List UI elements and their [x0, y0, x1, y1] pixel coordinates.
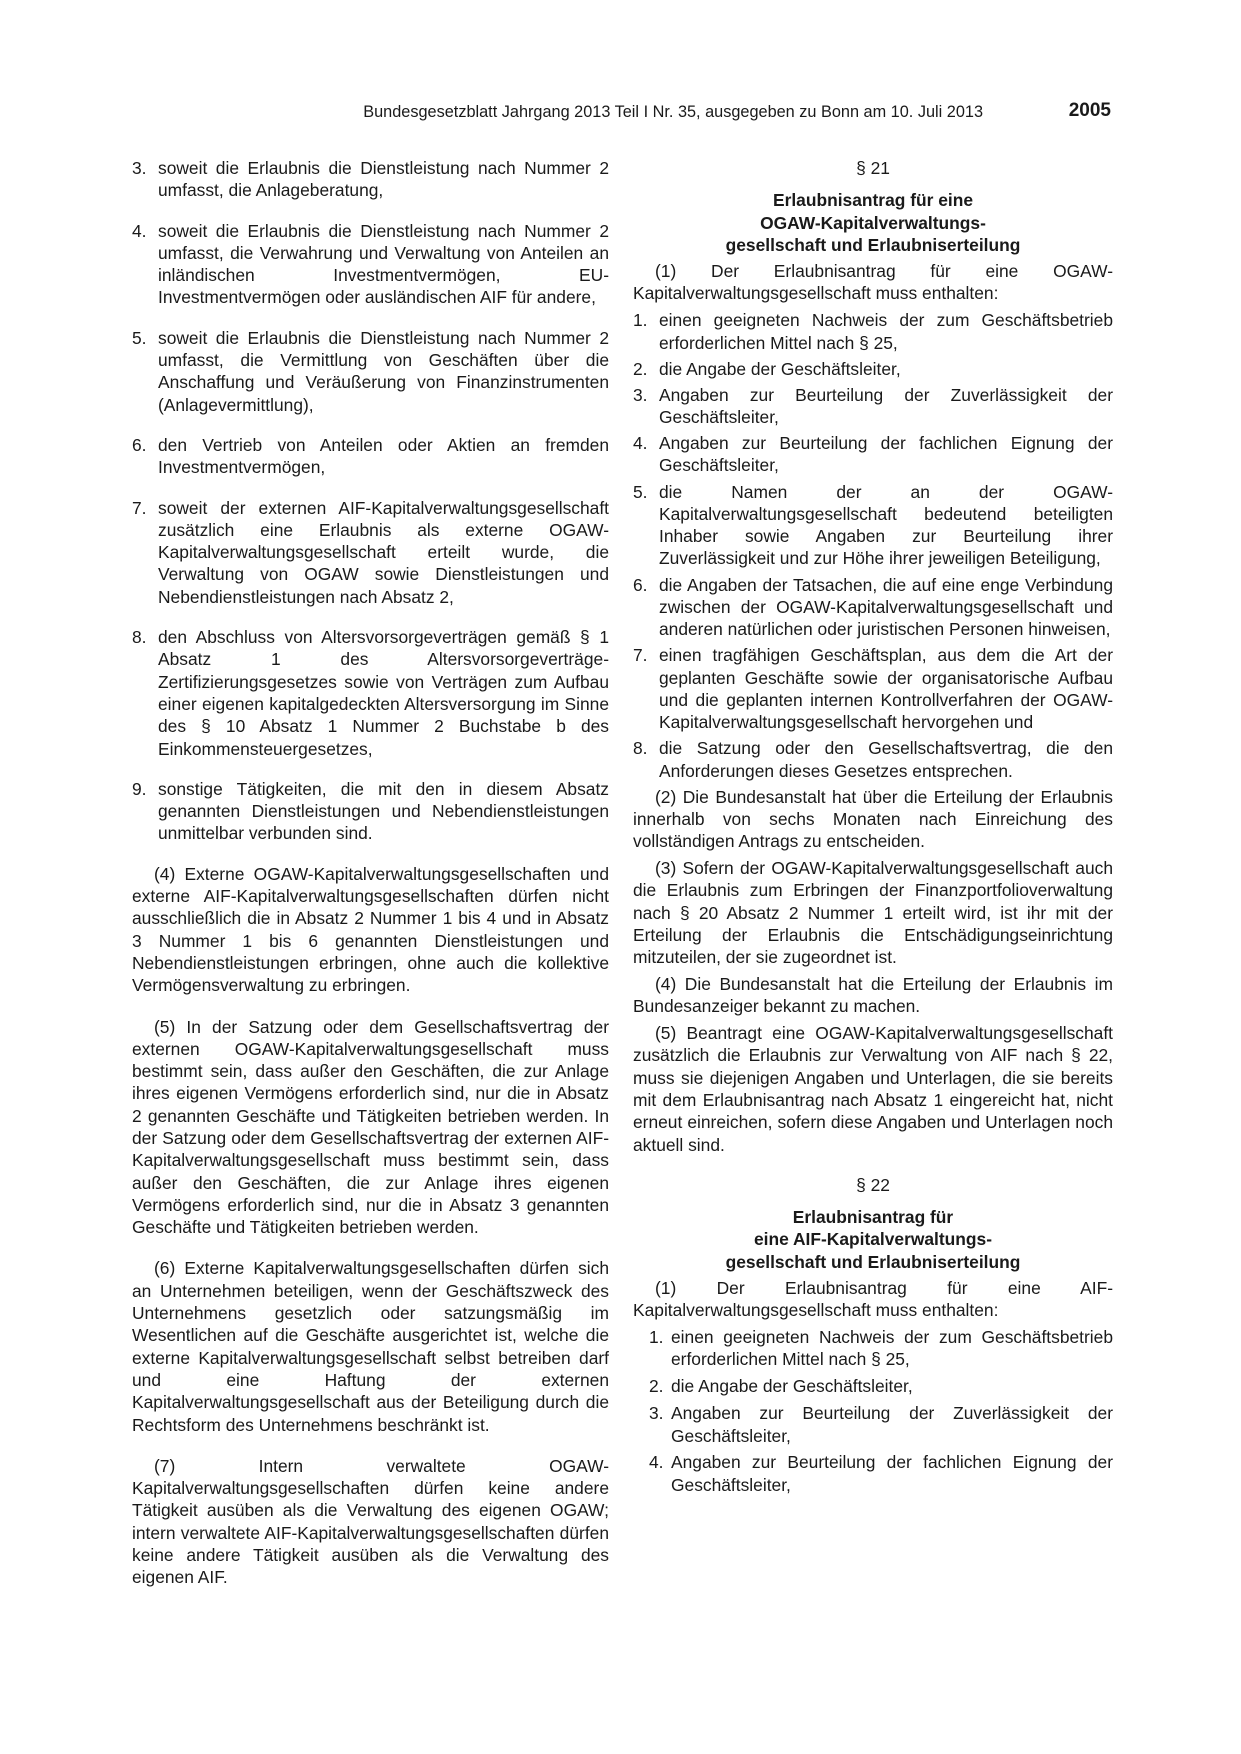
item-text: den Abschluss von Altersvorsorgeverträgen gemäß § 1 Absatz 1 des Altersvorsorgeverträge-Zertifizierungsgesetzes sowie von Verträgen zum Aufbau einer eigenen kapitalgedeckten Altersversorgung im Sinne des § 10 Absatz 1 Nummer 2 Buchstabe b des Einkommensteuergesetzes, — [158, 627, 609, 759]
section-21-intro: (1) Der Erlaubnisantrag für eine OGAW-Kapitalverwaltungsgesellschaft muss enthalten: — [633, 261, 1113, 304]
list-item — [132, 626, 609, 760]
title-line: Erlaubnisantrag für — [792, 1207, 954, 1228]
title-line: gesellschaft und Erlaubniserteilung — [725, 1251, 1021, 1272]
section-21-title — [633, 189, 1113, 256]
list-item — [633, 737, 1113, 782]
list-item — [132, 778, 609, 845]
section-22-title — [633, 1206, 1113, 1273]
item-number: 8. — [633, 738, 648, 759]
item-text: Angaben zur Beurteilung der fachlichen Eignung der Geschäftsleiter, — [659, 433, 1113, 476]
list-item — [633, 1451, 1113, 1496]
item-text: sonstige Tätigkeiten, die mit den in diesem Absatz genannten Dienstleistungen und Nebendienstleistungen unmittelbar verbunden sind. — [158, 778, 609, 844]
list-item — [132, 220, 609, 309]
item-text: Angaben zur Beurteilung der Zuverlässigkeit der Geschäftsleiter, — [659, 384, 1113, 428]
item-number: 4. — [649, 1452, 664, 1473]
section-22-intro: (1) Der Erlaubnisantrag für eine AIF-Kapitalverwaltungsgesellschaft muss enthalten: — [633, 1278, 1113, 1321]
item-number: 7. — [132, 497, 147, 518]
list-item — [633, 1402, 1113, 1447]
item-number: 1. — [633, 310, 648, 331]
list-item — [132, 157, 609, 202]
item-text: einen geeigneten Nachweis der zum Geschäftsbetrieb erforderlichen Mittel nach § 25, — [659, 310, 1113, 353]
item-text: soweit der externen AIF-Kapitalverwaltungsgesellschaft zusätzlich eine Erlaubnis als externe OGAW-Kapitalverwaltungsgesellschaft erteilt wurde, die Verwaltung von OGAW sowie Dienstleistungen und Nebendienstleistungen nach Absatz 2, — [158, 497, 609, 607]
section-21-paragraph-4: (4) Die Bundesanstalt hat die Erteilung der Erlaubnis im Bundesanzeiger bekannt zu machen. — [633, 973, 1113, 1017]
item-text: einen geeigneten Nachweis der zum Geschäftsbetrieb erforderlichen Mittel nach § 25, — [671, 1327, 1113, 1370]
item-text: Angaben zur Beurteilung der Zuverlässigkeit der Geschäftsleiter, — [671, 1403, 1113, 1446]
title-line: gesellschaft und Erlaubniserteilung — [725, 234, 1021, 255]
section-21-number: § 21 — [856, 158, 890, 178]
item-number: 5. — [633, 481, 648, 502]
list-item — [633, 644, 1113, 733]
list-item — [633, 384, 1113, 429]
item-text: die Satzung oder den Gesellschaftsvertrag, die den Anforderungen dieses Gesetzes entsprechen. — [659, 738, 1113, 781]
section-21-paragraph-2: (2) Die Bundesanstalt hat über die Erteilung der Erlaubnis innerhalb von sechs Monaten nach Einreichung des vollständigen Antrags zu entscheiden. — [633, 786, 1113, 852]
paragraph-7: (7) Intern verwaltete OGAW-Kapitalverwaltungsgesellschaften dürfen keine andere Tätigkeit ausüben als die Verwaltung des eigenen OGAW; intern verwaltete AIF-Kapitalverwaltungsgesellschaften dürfen keine andere Tätigkeit ausüben als die Verwaltung des eigenen AIF. — [132, 1455, 609, 1588]
item-number: 2. — [649, 1376, 664, 1397]
section-21-paragraph-3: (3) Sofern der OGAW-Kapitalverwaltungsgesellschaft auch die Erlaubnis zum Erbringen der Finanzportfolioverwaltung nach § 20 Absatz 2 Nummer 1 erteilt wird, ist ihr mit der Erteilung der Erlaubnis die Entschädigungseinrichtung mitzuteilen, der sie zugeordnet ist. — [633, 857, 1113, 968]
item-text: die Angabe der Geschäftsleiter, — [671, 1376, 913, 1397]
list-item — [132, 497, 609, 608]
section-21-paragraph-5: (5) Beantragt eine OGAW-Kapitalverwaltungsgesellschaft zusätzlich die Erlaubnis zur Verwaltung von AIF nach § 22, muss sie diejenigen Angaben und Unterlagen, die sie bereits mit dem Erlaubnisantrag nach Absatz 1 eingereicht hat, nicht erneut einreichen, sofern diese Angaben und Unterlagen noch aktuell sind. — [633, 1023, 1113, 1155]
item-text: soweit die Erlaubnis die Dienstleistung nach Nummer 2 umfasst, die Verwahrung und Verwaltung von Anteilen an inländischen Investmentvermögen, EU-Investmentvermögen oder ausländischen AIF für andere, — [158, 220, 609, 308]
item-number: 2. — [633, 358, 648, 379]
item-number: 3. — [132, 158, 147, 178]
left-column — [132, 157, 609, 1608]
title-line: Erlaubnisantrag für eine — [772, 190, 974, 211]
list-item — [633, 1326, 1113, 1371]
item-number: 7. — [633, 645, 648, 666]
item-text: einen tragfähigen Geschäftsplan, aus dem die Art der geplanten Geschäfte sowie der organisatorische Aufbau und die geplanten internen Kontrollverfahren der OGAW-Kapitalverwaltungsgesellschaft hervorgehen und — [659, 645, 1113, 733]
item-number: 8. — [132, 627, 147, 648]
item-number: 3. — [633, 384, 648, 405]
running-header: Bundesgesetzblatt Jahrgang 2013 Teil I Nr. 35, ausgegeben zu Bonn am 10. Juli 2013 — [363, 103, 983, 121]
page-header — [130, 100, 1111, 126]
title-line: OGAW-Kapitalverwaltungs- — [760, 212, 986, 233]
page-number: 2005 — [1068, 100, 1111, 121]
list-item — [132, 327, 609, 416]
paragraph-5: (5) In der Satzung oder dem Gesellschaftsvertrag der externen OGAW-Kapitalverwaltungsgesellschaft muss bestimmt sein, dass außer den Geschäften, die zur Anlage ihres eigenen Vermögens erforderlich sind, nur die in Absatz 2 genannten Geschäfte und Tätigkeiten betrieben werden. In der Satzung oder dem Gesellschaftsvertrag der externen AIF-Kapitalverwaltungsgesellschaft muss bestimmt sein, dass außer den Geschäften, die zur Anlage ihres eigenen Vermögens erforderlich sind, nur die in Absatz 3 genannten Geschäfte und Tätigkeiten betrieben werden. — [132, 1016, 609, 1238]
list-item — [633, 432, 1113, 477]
list-item — [633, 358, 1113, 380]
item-text: den Vertrieb von Anteilen oder Aktien an fremden Investmentvermögen, — [158, 434, 609, 478]
item-text: soweit die Erlaubnis die Dienstleistung nach Nummer 2 umfasst, die Vermittlung von Geschäften über die Anschaffung und Veräußerung von Finanzinstrumenten (Anlagevermittlung), — [158, 327, 609, 415]
list-item — [132, 434, 609, 479]
paragraph-4: (4) Externe OGAW-Kapitalverwaltungsgesellschaften und externe AIF-Kapitalverwaltungsgesellschaften dürfen nicht ausschließlich die in Absatz 2 Nummer 1 bis 4 und in Absatz 3 Nummer 1 bis 6 genannten Dienstleistungen und Nebendienstleistungen erbringen, ohne auch die kollektive Vermögensverwaltung zu erbringen. — [132, 863, 609, 996]
list-item — [633, 574, 1113, 641]
paragraph-6: (6) Externe Kapitalverwaltungsgesellschaften dürfen sich an Unternehmen beteiligen, wenn der Geschäftszweck des Unternehmens gesetzlich oder satzungsmäßig im Wesentlichen auf die Geschäfte ausgerichtet ist, welche die externe Kapitalverwaltungsgesellschaft selbst betreiben darf und eine Haftung der externen Kapitalverwaltungsgesellschaft aus der Beteiligung durch die Rechtsform des Unternehmens beschränkt ist. — [132, 1258, 609, 1435]
item-number: 3. — [649, 1403, 664, 1424]
item-number: 1. — [649, 1327, 664, 1348]
item-text: soweit die Erlaubnis die Dienstleistung nach Nummer 2 umfasst, die Anlageberatung, — [158, 158, 609, 201]
list-item — [633, 1375, 1113, 1397]
list-item — [633, 309, 1113, 354]
item-number: 6. — [132, 434, 147, 455]
item-number: 9. — [132, 778, 147, 799]
section-22-list — [633, 1326, 1113, 1496]
section-22-number: § 22 — [856, 1174, 890, 1195]
item-text: die Angabe der Geschäftsleiter, — [659, 358, 901, 379]
item-number: 6. — [633, 574, 648, 595]
item-text: die Namen der an der OGAW-Kapitalverwaltungsgesellschaft bedeutend beteiligten Inhaber sowie Angaben zur Beurteilung ihrer Zuverlässigkeit und zur Höhe ihrer jeweiligen Beteiligung, — [659, 481, 1113, 569]
title-line: eine AIF-Kapitalverwaltungs- — [753, 1229, 993, 1250]
item-text: die Angaben der Tatsachen, die auf eine enge Verbindung zwischen der OGAW-Kapitalverwaltungsgesellschaft und anderen natürlichen oder juristischen Personen hinweisen, — [659, 574, 1113, 640]
list-item — [633, 481, 1113, 570]
item-text: Angaben zur Beurteilung der fachlichen Eignung der Geschäftsleiter, — [671, 1452, 1113, 1495]
item-number: 5. — [132, 327, 147, 348]
item-number: 4. — [132, 220, 147, 241]
right-column — [633, 157, 1113, 1501]
item-number: 4. — [633, 433, 648, 454]
